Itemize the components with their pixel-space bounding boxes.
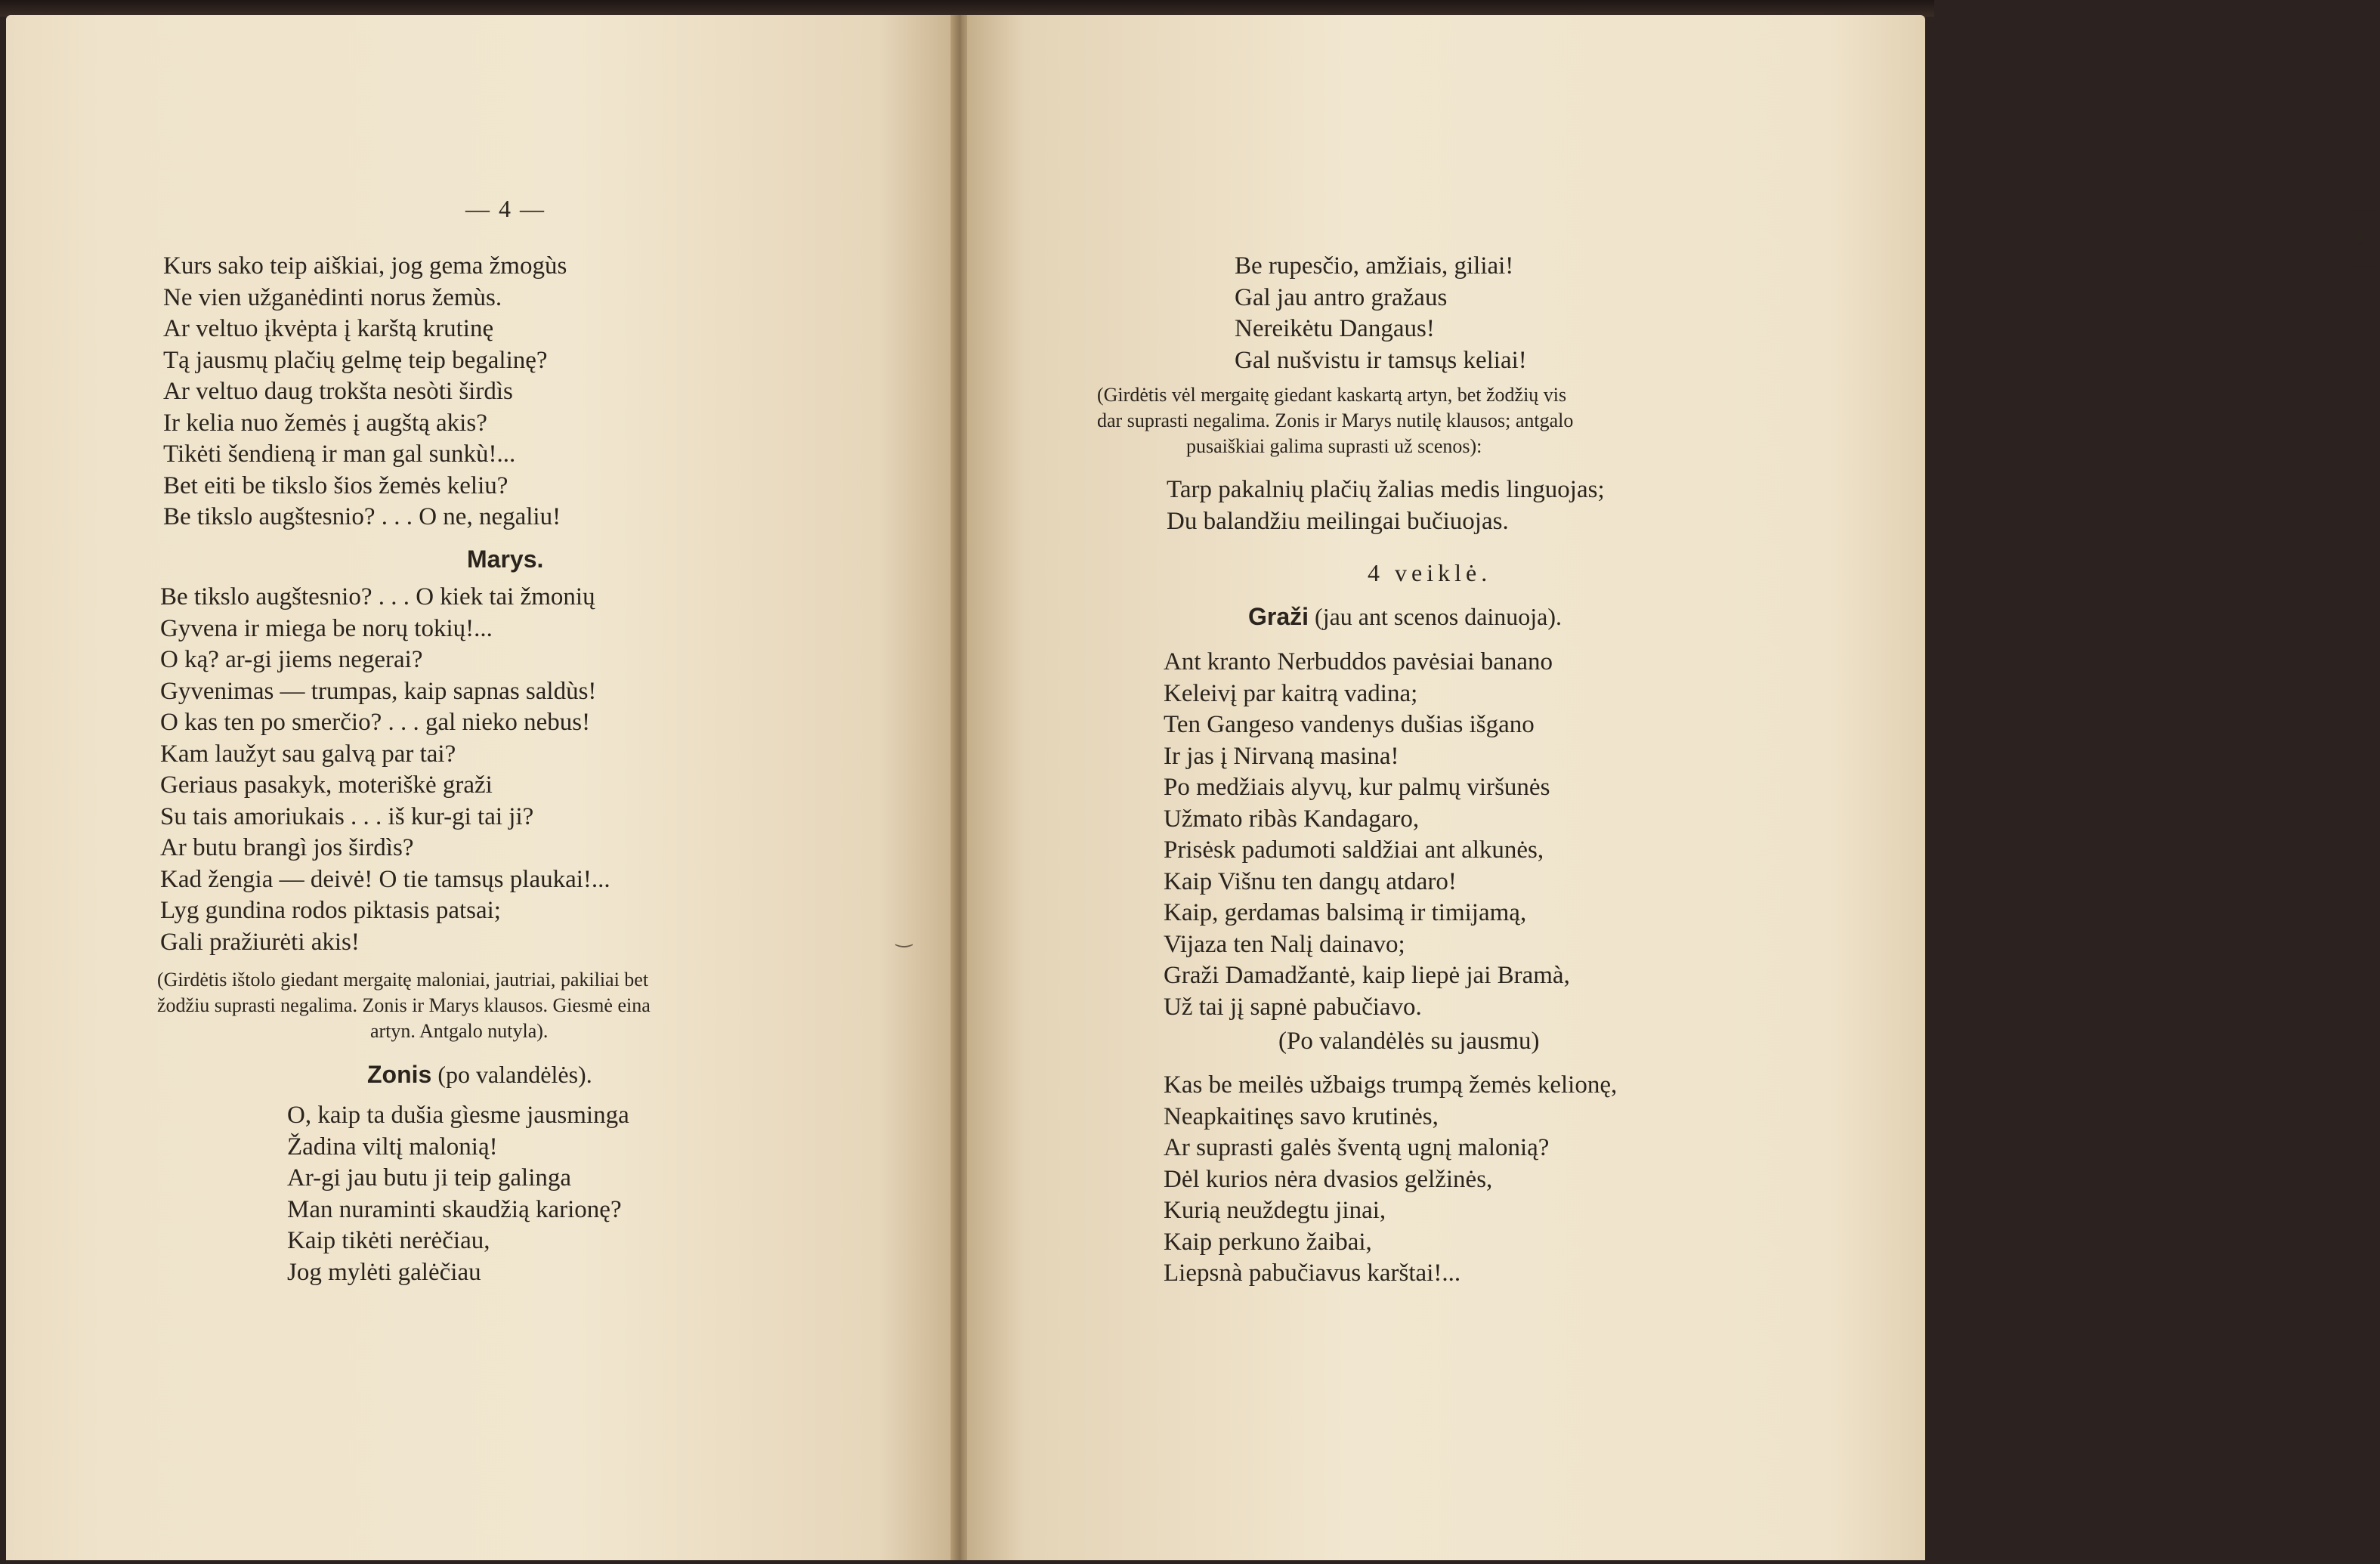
speaker-heading xyxy=(1248,601,1562,632)
verse-line: Tikėti šendieną ir man gal sunkù!... xyxy=(163,440,516,468)
right-page xyxy=(967,15,2380,1560)
verse-line: Tarp pakalnių plačių žalias medis linguojas; xyxy=(1167,476,1605,503)
verse-line: Keleivį par kaitrą vadina; xyxy=(1164,679,1418,707)
verse-line: Ant kranto Nerbuddos pavėsiai banano xyxy=(1164,648,1553,675)
page-number-left: — 4 — xyxy=(465,195,546,222)
verse-line: Kaip, gerdamas balsimą ir timijamą, xyxy=(1164,899,1527,926)
verse-line: Lyg gundina rodos piktasis patsai; xyxy=(160,897,501,924)
speaker-name: Zonis xyxy=(367,1061,432,1088)
stage-direction: žodžiu suprasti negalima. Zonis ir Marys klausos. Giesmė eina xyxy=(157,994,651,1016)
verse-line: Su tais amoriukais . . . iš kur-gi tai ji? xyxy=(160,802,534,830)
verse-line: O ką? ar-gi jiems negerai? xyxy=(160,646,423,673)
verse-line: Gali pražiurėti akis! xyxy=(160,928,360,956)
verse-line: Ar suprasti galės šventą ugnį malonią? xyxy=(1164,1134,1550,1161)
verse-line: Ir jas į Nirvaną masina! xyxy=(1164,742,1399,770)
verse-line: Tą jausmų plačių gelmę teip begalinę? xyxy=(163,346,548,374)
stage-direction: (Girdėtis vėl mergaitę giedant kaskartą artyn, bet žodžių vis xyxy=(1097,384,1567,406)
scribble-mark: ‿ xyxy=(896,926,912,947)
speaker-note: (jau ant scenos dainuoja). xyxy=(1309,603,1562,630)
verse-line: Žadina viltį malonią! xyxy=(287,1133,498,1161)
verse-line: Du balandžiu meilingai bučiuojas. xyxy=(1167,508,1509,535)
verse-line: Kurs sako teip aiškiai, jog gema žmogùs xyxy=(163,252,567,280)
verse-line: Ar-gi jau butu ji teip galinga xyxy=(287,1164,572,1192)
verse-line: Be rupesčio, amžiais, giliai! xyxy=(1235,252,1514,280)
verse-line: Gal jau antro gražaus xyxy=(1235,283,1448,311)
verse-line: Ten Gangeso vandenys dušias išgano xyxy=(1164,711,1535,738)
verse-line: Be tikslo augštesnio? . . . O ne, negaliu! xyxy=(163,503,561,530)
verse-line: Už tai jį sapnė pabučiavo. xyxy=(1164,993,1422,1021)
verse-line: Bet eiti be tikslo šios žemės keliu? xyxy=(163,471,508,499)
verse-line: O kas ten po smerčio? . . . gal nieko nebus! xyxy=(160,709,591,736)
speaker-name: Graži xyxy=(1248,603,1309,630)
background-edge xyxy=(0,0,1934,17)
verse-line: Neapkaitinęs savo krutinės, xyxy=(1164,1102,1439,1130)
stage-direction: dar suprasti negalima. Zonis ir Marys nutilę klausos; antgalo xyxy=(1097,410,1574,431)
verse-line: Kad žengia — deivė! O tie tamsųs plaukai!... xyxy=(160,865,610,893)
stage-direction: pusaiškiai galima suprasti už scenos): xyxy=(1186,435,1482,457)
stage-direction: artyn. Antgalo nutyla). xyxy=(370,1020,549,1042)
page-number-right: — 5 — xyxy=(2354,195,2380,278)
verse-line: Ar butu brangì jos širdìs? xyxy=(160,834,414,861)
verse-line: Man nuraminti skaudžią karionę? xyxy=(287,1195,622,1223)
verse-line: Kaip Višnu ten dangų atdaro! xyxy=(1164,867,1457,895)
verse-line: Užmato ribàs Kandagaro, xyxy=(1164,805,1420,833)
verse-line: Geriaus pasakyk, moteriškė graži xyxy=(160,771,493,799)
verse-line: Graži Damadžantė, kaip liepė jai Bramà, xyxy=(1164,962,1570,989)
verse-line: Prisėsk padumoti saldžiai ant alkunės, xyxy=(1164,836,1544,864)
verse-line: Ir kelia nuo žemės į augštą akis? xyxy=(163,409,487,437)
verse-line: Kurią neuždegtu jinai, xyxy=(1164,1197,1386,1224)
verse-line: Dėl kurios nėra dvasios gelžinės, xyxy=(1164,1165,1493,1193)
stage-direction: (Po valandėlės su jausmu) xyxy=(1278,1028,1540,1055)
speaker-heading xyxy=(367,1059,592,1090)
stage-direction: (Girdėtis ištolo giedant mergaitę maloniai, jautriai, pakiliai bet xyxy=(157,969,649,991)
verse-line: O, kaip ta dušia gìesme jausminga xyxy=(287,1102,629,1129)
verse-line: Kaip perkuno žaibai, xyxy=(1164,1228,1372,1256)
speaker-note: (po valandėlės). xyxy=(431,1061,592,1088)
verse-line: Nereikėtu Dangaus! xyxy=(1235,315,1435,342)
scene-heading: 4 veiklė. xyxy=(1368,559,1492,586)
verse-line: Liepsnà pabučiavus karštai!... xyxy=(1164,1260,1461,1287)
verse-line: Gyvena ir miega be norų tokių!... xyxy=(160,614,493,642)
left-page xyxy=(6,15,955,1560)
speaker-name: Marys. xyxy=(467,546,544,573)
verse-line: Kaip tikėti nerėčiau, xyxy=(287,1227,490,1254)
verse-line: Vijaza ten Nalį dainavo; xyxy=(1164,930,1405,958)
verse-line: Gal nušvistu ir tamsųs keliai! xyxy=(1235,346,1527,374)
verse-line: Jog mylėti galėčiau xyxy=(287,1258,481,1286)
verse-line: Kam laužyt sau galvą par tai? xyxy=(160,740,456,768)
speaker-heading xyxy=(467,544,543,574)
verse-line: Be tikslo augštesnio? . . . O kiek tai žmonių xyxy=(160,583,595,610)
verse-line: Ne vien užganėdinti norus žemùs. xyxy=(163,283,502,311)
verse-line: Po medžiais alyvų, kur palmų viršunės xyxy=(1164,774,1550,801)
verse-line: Gyvenimas — trumpas, kaip sapnas saldùs! xyxy=(160,677,597,705)
verse-line: Ar veltuo įkvėpta į karštą krutinę xyxy=(163,315,494,342)
verse-line: Ar veltuo daug trokšta nesòti širdìs xyxy=(163,378,513,405)
verse-line: Kas be meilės užbaigs trumpą žemės kelionę, xyxy=(1164,1071,1618,1099)
